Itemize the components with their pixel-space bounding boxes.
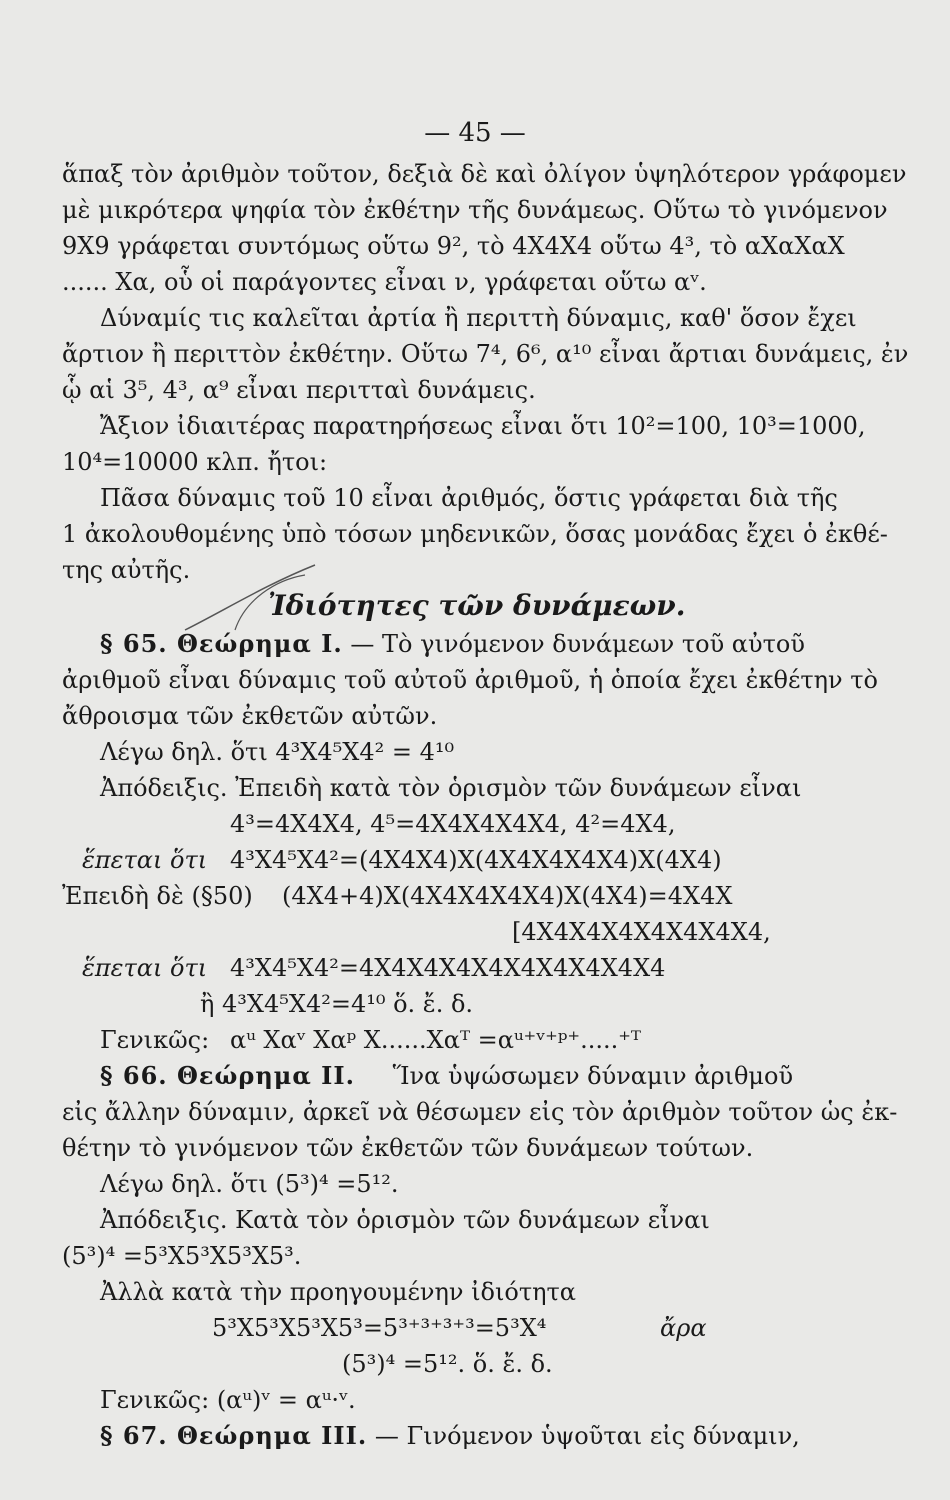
text-line: ἕπεται ὅτι [82,846,208,874]
text-line: Δύναμίς τις καλεῖται ἀρτία ἢ περιττὴ δύναμις, καθ' ὅσον ἔχει [100,304,857,332]
text-line: εἰς ἄλλην δύναμιν, ἀρκεῖ νὰ θέσωμεν εἰς τὸν ἀριθμὸν τοῦτον ὡς ἐκ- [62,1098,898,1126]
text-line: 10⁴=10000 κλπ. ἤτοι: [62,448,328,476]
math-line: 4³X4⁵X4²=(4X4X4)X(4X4X4X4X4)X(4X4) [230,846,722,874]
math-line: 4³=4X4X4, 4⁵=4X4X4X4X4, 4²=4X4, [230,810,676,838]
text-line: 1 ἀκολουθομένης ὑπὸ τόσων μηδενικῶν, ὅσας μονάδας ἔχει ὁ ἐκθέ- [62,520,888,548]
theorem-text: — Γινόμενον ὑψοῦται εἰς δύναμιν, [374,1422,800,1450]
text-line: ἕπεται ὅτι [82,954,208,982]
theorem-line [100,628,805,660]
text-line: 9X9 γράφεται συντόμως οὕτω 9², τὸ 4X4X4 οὕτω 4³, τὸ αXαXαX [62,232,845,260]
text-line: Πᾶσα δύναμις τοῦ 10 εἶναι ἀριθμός, ὅστις γράφεται διὰ τῆς [100,484,838,512]
text-line: Ἄξιον ἰδιαιτέρας παρατηρήσεως εἶναι ὅτι 10²=100, 10³=1000, [100,412,866,440]
theorem-line [100,1420,800,1452]
text-line: Λέγω δηλ. ὅτι 4³X4⁵X4² = 4¹⁰ [100,738,455,766]
text-line: Γενικῶς: [100,1026,210,1054]
theorem-line [100,1060,793,1092]
text-line: Ἀπόδειξις. Ἐπειδὴ κατὰ τὸν ὁρισμὸν τῶν δυνάμεων εἶναι [100,774,802,802]
text-line: μὲ μικρότερα ψηφία τὸν ἐκθέτην τῆς δυνάμεως. Οὕτω τὸ γινόμενον [62,196,888,224]
math-line: 4³X4⁵X4²=4X4X4X4X4X4X4X4X4X4 [230,954,666,982]
text-line: Λέγω δηλ. ὅτι (5³)⁴ =5¹². [100,1170,399,1198]
text-line: Ἐπειδὴ δὲ (§50) [62,882,253,910]
text-line: της αὐτῆς. [62,556,191,584]
theorem-text: — Τὸ γινόμενον δυνάμεων τοῦ αὐτοῦ [350,630,805,658]
math-line: (4X4+4)X(4X4X4X4X4)X(4X4)=4X4X [282,882,733,910]
theorem-tag: § 65. Θεώρημα I. [100,629,343,658]
math-line: 5³X5³X5³X5³=5³⁺³⁺³⁺³=5³X⁴ [212,1314,547,1342]
math-line: [4X4X4X4X4X4X4X4, [512,918,771,946]
theorem-text: Ἵνα ὑψώσωμεν δύναμιν ἀριθμοῦ [392,1062,794,1090]
math-line: αᵘ Xαᵛ Xαᵖ X......Xαᵀ =αᵘ⁺ᵛ⁺ᵖ⁺.....⁺ᵀ [230,1026,641,1054]
text-line: ἅπαξ τὸν ἀριθμὸν τοῦτον, δεξιὰ δὲ καὶ ὀλίγον ὑψηλότερον γράφομεν [62,160,907,188]
theorem-tag: § 66. Θεώρημα II. [100,1061,355,1090]
text-line: Γενικῶς: (αᵘ)ᵛ = αᵘ·ᵛ. [100,1386,356,1414]
math-line: (5³)⁴ =5¹². ὅ. ἔ. δ. [342,1350,553,1378]
math-line: ἢ 4³X4⁵X4²=4¹⁰ ὅ. ἔ. δ. [200,990,474,1018]
page-number: — 45 — [424,118,526,148]
math-line: (5³)⁴ =5³X5³X5³X5³. [62,1242,302,1270]
text-line: θέτην τὸ γινόμενον τῶν ἐκθετῶν τῶν δυνάμεων τούτων. [62,1134,754,1162]
text-line: ἀριθμοῦ εἶναι δύναμις τοῦ αὐτοῦ ἀριθμοῦ, ἡ ὁποία ἔχει ἐκθέτην τὸ [62,666,878,694]
text-line: ἄρτιον ἢ περιττὸν ἐκθέτην. Οὕτω 7⁴, 6⁶, α¹⁰ εἶναι ἄρτιαι δυνάμεις, ἐν [62,340,909,368]
text-line: ἄθροισμα τῶν ἐκθετῶν αὐτῶν. [62,702,438,730]
text-line: Ἀπόδειξις. Κατὰ τὸν ὁρισμὸν τῶν δυνάμεων εἶναι [100,1206,710,1234]
theorem-tag: § 67. Θεώρημα III. [100,1421,368,1450]
text-line: Ἀλλὰ κατὰ τὴν προηγουμένην ἰδιότητα [100,1278,576,1306]
text-line: ᾧ αἱ 3⁵, 4³, α⁹ εἶναι περιτταὶ δυνάμεις. [62,376,536,404]
section-heading: Ἰδιότητες τῶν δυνάμεων. [268,589,686,622]
text-line: ...... Xα, οὗ οἱ παράγοντες εἶναι ν, γράφεται οὕτω αᵛ. [62,268,707,296]
text-line: ἄρα [660,1314,707,1342]
